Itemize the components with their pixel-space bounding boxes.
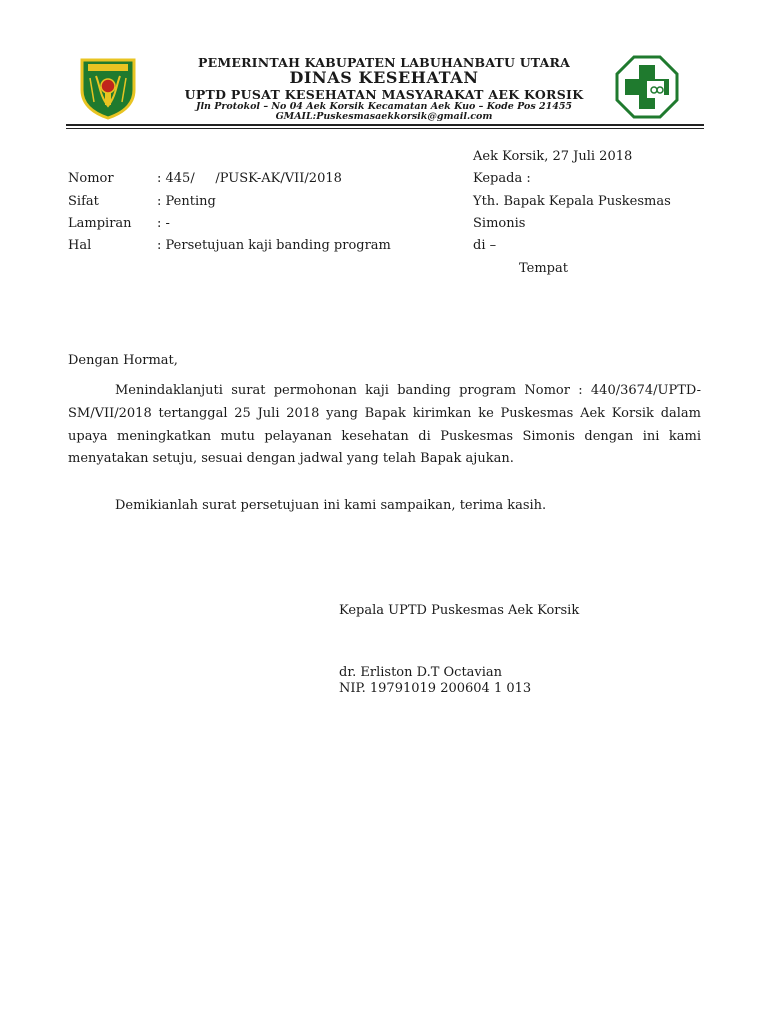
field-label-lampiran: Lampiran	[68, 216, 132, 231]
recipient-name: Simonis	[473, 216, 526, 231]
field-value-sifat: : Penting	[157, 194, 216, 209]
letterhead-rule-thin	[66, 128, 704, 129]
signature-title: Kepala UPTD Puskesmas Aek Korsik	[339, 603, 580, 618]
recipient-title: Yth. Bapak Kepala Puskesmas	[473, 194, 671, 209]
letterhead-rule-thick	[66, 124, 704, 126]
field-value-nomor: : 445/ /PUSK-AK/VII/2018	[157, 171, 342, 186]
field-label-sifat: Sifat	[68, 194, 99, 209]
body-paragraph: Menindaklanjuti surat permohonan kaji banding program Nomor : 440/3674/UPTD-SM/VII/2018 tertanggal 25 Juli 2018 yang Bapak kirimkan ke Puskesmas Aek Korsik dalam upaya meningkatkan mutu pelayanan kesehatan di Puskesmas Simonis dengan ini kami menyatakan setuju, sesuai dengan jadwal yang telah Bapak ajukan.	[68, 383, 701, 467]
letterhead-agency: DINAS KESEHATAN	[289, 68, 479, 87]
recipient-kepada: Kepada :	[473, 171, 531, 186]
closing-paragraph: Demikianlah surat persetujuan ini kami sampaikan, terima kasih.	[115, 498, 547, 513]
letterhead-unit: UPTD PUSAT KESEHATAN MASYARAKAT AEK KORSIK	[184, 87, 584, 102]
recipient-di: di –	[473, 238, 497, 253]
puskesmas-logo-icon	[614, 54, 680, 120]
field-label-hal: Hal	[68, 238, 92, 253]
letter-date: Aek Korsik, 27 Juli 2018	[473, 149, 633, 164]
salutation: Dengan Hormat,	[68, 353, 178, 368]
field-value-hal: : Persetujuan kaji banding program	[157, 238, 391, 253]
letterhead	[0, 0, 768, 130]
signature-name: dr. Erliston D.T Octavian	[339, 665, 503, 680]
letterhead-address: Jln Protokol – No 04 Aek Korsik Kecamatan Aek Kuo – Kode Pos 21455	[195, 101, 573, 112]
letterhead-email: GMAIL:Puskesmasaekkorsik@gmail.com	[275, 111, 493, 122]
field-value-lampiran: : -	[157, 216, 170, 231]
recipient-tempat: Tempat	[519, 261, 568, 276]
letterhead-government: PEMERINTAH KABUPATEN LABUHANBATU UTARA	[198, 55, 570, 70]
signature-nip: NIP. 19791019 200604 1 013	[339, 681, 532, 696]
field-label-nomor: Nomor	[68, 171, 114, 186]
